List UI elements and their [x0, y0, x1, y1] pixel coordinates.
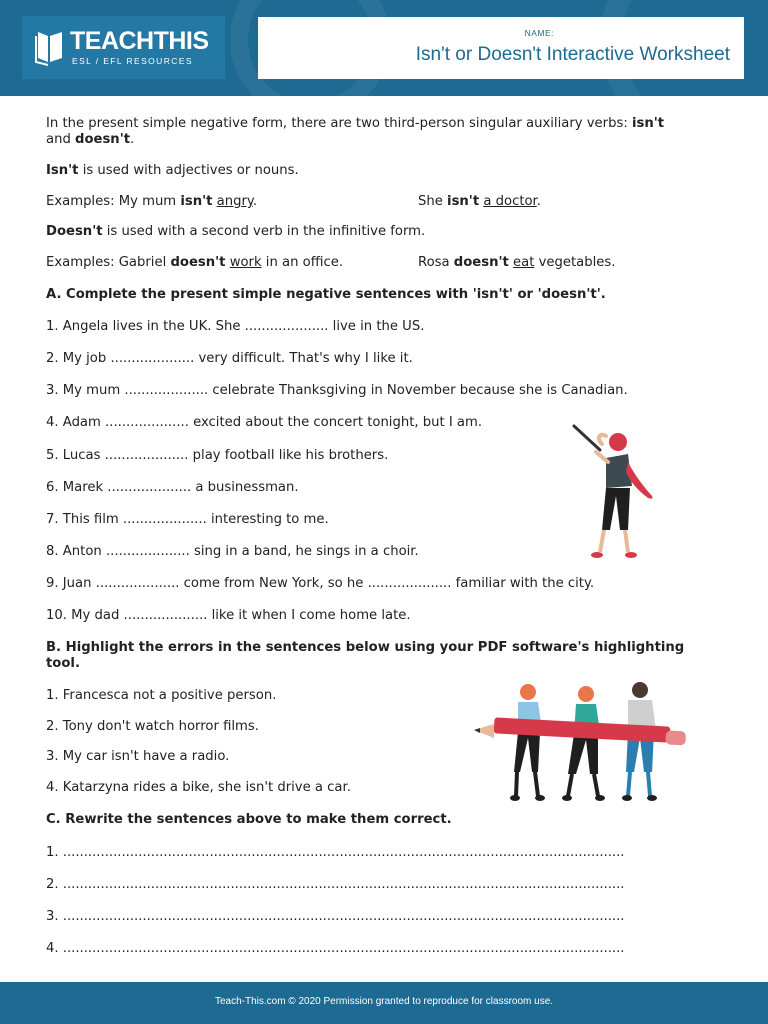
name-label: NAME: [524, 28, 554, 38]
section-c-heading: C. Rewrite the sentences above to make them correct. [46, 812, 452, 827]
section-a-item[interactable]: 6. Marek .................... a businessman. [46, 480, 299, 495]
section-a-heading: A. Complete the present simple negative sentences with 'isn't' or 'doesn't'. [46, 287, 606, 302]
page-header [0, 0, 768, 96]
doesnt-example-2: Rosa doesn't eat vegetables. [418, 255, 616, 270]
section-a-item[interactable]: 8. Anton .................... sing in a band, he sings in a choir. [46, 544, 419, 559]
section-c-answer-line[interactable]: 3. ...................................................................................................................................... [46, 909, 625, 924]
isnt-rule: Isn't is used with adjectives or nouns. [46, 163, 299, 178]
section-b-heading-line-2: tool. [46, 656, 80, 671]
section-a-item[interactable]: 10. My dad .................... like it when I come home late. [46, 608, 411, 623]
section-a-item[interactable]: 9. Juan .................... come from New York, so he .................... familiar with the city. [46, 576, 595, 591]
book-icon [34, 28, 66, 66]
teachthis-logo[interactable] [22, 16, 225, 79]
section-a-item[interactable]: 7. This film .................... interesting to me. [46, 512, 329, 527]
section-a-item[interactable]: 3. My mum .................... celebrate Thanksgiving in November because she is Canadian. [46, 383, 628, 398]
doesnt-example-1: Examples: Gabriel doesn't work in an office. [46, 255, 344, 270]
section-b-item[interactable]: 3. My car isn't have a radio. [46, 749, 230, 764]
isnt-example-1: Examples: My mum isn't angry. [46, 194, 258, 209]
doesnt-rule: Doesn't is used with a second verb in the infinitive form. [46, 224, 426, 239]
section-c-answer-line[interactable]: 2. ...................................................................................................................................... [46, 877, 625, 892]
section-c-answer-line[interactable]: 1. ...................................................................................................................................... [46, 845, 625, 860]
section-b-item[interactable]: 2. Tony don't watch horror films. [46, 719, 259, 734]
section-c-answer-line[interactable]: 4. ...................................................................................................................................... [46, 941, 625, 956]
logo-text: TEACHTHIS [70, 27, 209, 55]
isnt-example-2: She isn't a doctor. [418, 194, 541, 209]
title-panel [258, 17, 744, 79]
section-b-item[interactable]: 1. Francesca not a positive person. [46, 688, 277, 703]
section-a-item[interactable]: 1. Angela lives in the UK. She .................... live in the US. [46, 319, 425, 334]
worksheet-title: Isn't or Doesn't Interactive Worksheet [415, 44, 730, 65]
woman-with-pencil-illustration [566, 422, 658, 560]
logo-subtitle: ESL / EFL RESOURCES [72, 56, 193, 66]
section-b-item[interactable]: 4. Katarzyna rides a bike, she isn't drive a car. [46, 780, 351, 795]
section-a-item[interactable]: 4. Adam .................... excited about the concert tonight, but I am. [46, 415, 483, 430]
people-carrying-pencil-illustration [472, 676, 692, 804]
page-footer [0, 982, 768, 1024]
section-a-item[interactable]: 5. Lucas .................... play football like his brothers. [46, 448, 389, 463]
intro-line-2: and doesn't. [46, 132, 135, 147]
intro-line-1: In the present simple negative form, there are two third-person singular auxiliary verbs: isn't [46, 116, 665, 131]
copyright-text: Teach-This.com © 2020 Permission granted to reproduce for classroom use. [214, 996, 554, 1007]
section-b-heading-line-1: B. Highlight the errors in the sentences below using your PDF software's highlighting [46, 640, 685, 655]
section-a-item[interactable]: 2. My job .................... very difficult. That's why I like it. [46, 351, 413, 366]
